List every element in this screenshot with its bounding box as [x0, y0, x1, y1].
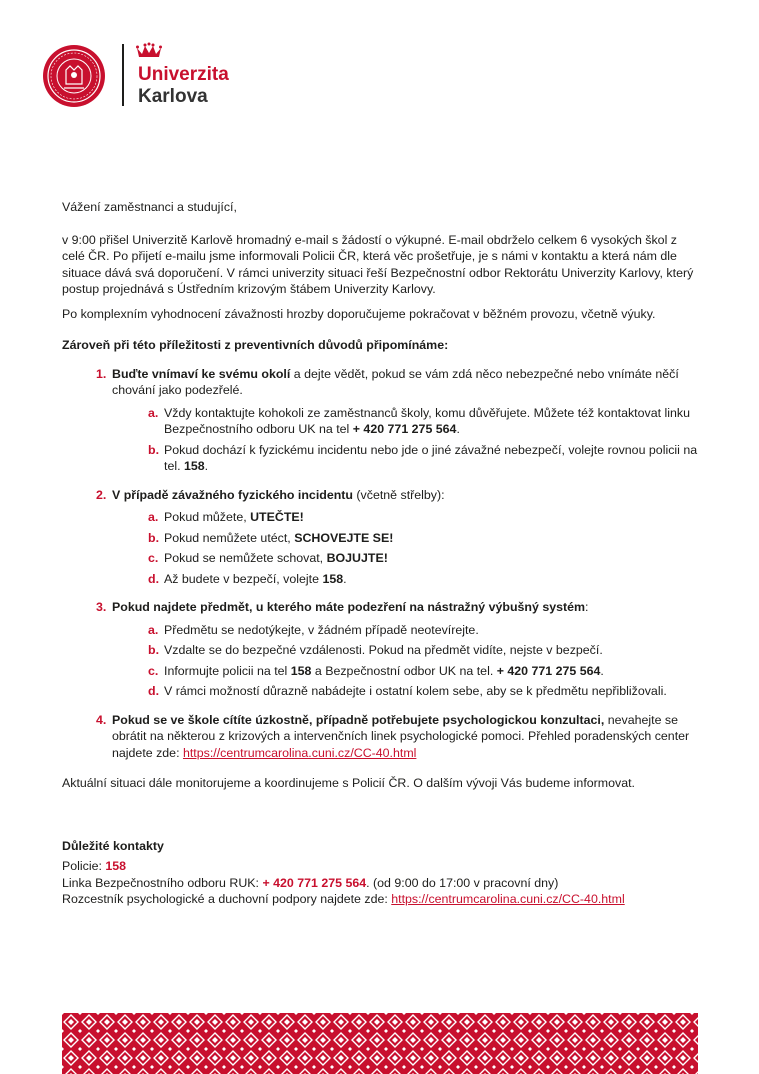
- sub-item: [112, 405, 702, 438]
- contact-police: [62, 858, 702, 875]
- phone-number: + 420 771 275 564: [352, 422, 457, 436]
- sub-text: Až budete v bezpečí, volejte: [164, 571, 323, 586]
- police-label: Policie:: [62, 859, 106, 873]
- police-number: 158: [105, 859, 127, 873]
- sub-text: Vzdalte se do bezpečné vzdálenosti. Pokud na předmět vidíte, nejste v bezpečí.: [164, 643, 603, 657]
- sub-after: .: [343, 571, 347, 586]
- item-text: nevahejte se obrátit na některou z krizových a intervenčních linek psychologické pomoci. Přehled poradenských center najdete zde:: [112, 712, 690, 760]
- phone-number: + 420 771 275 564: [496, 663, 601, 678]
- sub-letter: a.: [148, 622, 159, 637]
- sub-text: V rámci možností důrazně nabádejte i ostatní kolem sebe, aby se k předmětu nepřibližovali.: [164, 684, 667, 698]
- item-text: a dejte vědět, pokud se vám zdá něco nebezpečné nebo vnímáte něčí chování jako podezřelé.: [112, 366, 679, 397]
- item-text: :: [585, 600, 589, 614]
- sub-after: .: [600, 663, 604, 678]
- university-seal-icon: [42, 44, 106, 108]
- intro-paragraph: v 9:00 přišel Univerzitě Karlově hromadný e-mail s žádostí o výkupné. E-mail obdrželo celkem 6 vysokých škol z celé ČR. Po přijetí e-mailu jsme informovali Policii ČR, která věc prošetřuje, je s námi v kontaktu a která nám dle situace dává svá doporučení. V rámci univerzity situaci řeší Bezpečnostní odbor Rektorátu Univerzity Karlovy, který postup projednává s Ústředním krizovým štábem Univerzity Karlovy.: [62, 232, 694, 296]
- logo-line-2: Karlova: [138, 86, 208, 107]
- sub-item: [112, 550, 702, 567]
- item-heading: V případě závažného fyzického incidentu: [112, 487, 353, 502]
- sub-text: Vždy kontaktujte kohokoli ze zaměstnanců školy, komu důvěřujete. Můžete též kontaktovat linku Bezpečnostního odboru UK na tel: [164, 405, 690, 436]
- sub-after: a Bezpečnostní odbor UK na tel.: [311, 663, 497, 678]
- item-heading: Buďte vnímaví ke svému okolí: [112, 366, 291, 381]
- sub-letter: c.: [148, 663, 159, 678]
- item-number: 1.: [96, 366, 107, 381]
- sub-after: .: [204, 459, 209, 473]
- psych-link[interactable]: https://centrumcarolina.cuni.cz/CC-40.html: [391, 892, 625, 906]
- greeting: Vážení zaměstnanci a studující,: [62, 200, 237, 214]
- sub-letter: b.: [148, 530, 160, 545]
- contacts-heading: Důležité kontakty: [62, 838, 164, 853]
- sub-item: [112, 442, 702, 475]
- decorative-pattern: [62, 1013, 698, 1074]
- logo-wordmark: [138, 64, 229, 108]
- sub-list: [112, 622, 702, 700]
- line-label: Linka Bezpečnostního odboru RUK:: [62, 875, 263, 890]
- sub-item: [112, 622, 702, 639]
- sub-item: [112, 642, 702, 659]
- list-item: [62, 366, 702, 475]
- letter-body: [62, 199, 702, 908]
- sub-text: Předmětu se nedotýkejte, v žádném případě neotevírejte.: [164, 622, 479, 637]
- sub-letter: d.: [148, 571, 160, 586]
- item-heading: Pokud se ve škole cítíte úzkostně, případně potřebujete psychologickou konzultaci,: [112, 712, 605, 727]
- item-number: 2.: [96, 487, 107, 502]
- recommendation-paragraph: Po komplexním vyhodnocení závažnosti hrozby doporučujeme pokračovat v běžném provozu, včetně výuky.: [62, 306, 656, 321]
- sub-text: Pokud dochází k fyzickému incidentu nebo jde o jiné závažné nebezpečí, volejte rovnou policii na tel.: [164, 442, 698, 473]
- contact-psych: [62, 891, 702, 908]
- item-heading: Pokud najdete předmět, u kterého máte podezření na nástražný výbušný systém: [112, 600, 586, 614]
- phone-number: 158: [183, 459, 205, 473]
- sub-letter: b.: [148, 643, 160, 657]
- sub-item: [112, 663, 702, 680]
- sub-emphasis: UTEČTE!: [250, 510, 304, 524]
- sub-emphasis: SCHOVEJTE SE!: [294, 530, 394, 545]
- sub-letter: a.: [148, 405, 159, 420]
- sub-text: Pokud nemůžete utéct,: [164, 530, 295, 545]
- logo-line-1: Univerzita: [138, 64, 229, 85]
- sub-text: Pokud můžete,: [164, 510, 251, 524]
- sub-item: [112, 683, 702, 700]
- logo-divider: [122, 44, 124, 106]
- sub-item: [112, 530, 702, 547]
- sub-list: [112, 509, 702, 587]
- item-text: (včetně střelby):: [352, 487, 445, 502]
- closing-paragraph: Aktuální situaci dále monitorujeme a koordinujeme s Policií ČR. O dalším vývoji Vás budeme informovat.: [62, 776, 635, 790]
- line-number: + 420 771 275 564: [262, 875, 367, 890]
- line-hours: . (od 9:00 do 17:00 v pracovní dny): [366, 875, 559, 890]
- sub-letter: a.: [148, 510, 159, 524]
- item-number: 4.: [96, 712, 107, 727]
- item-number: 3.: [96, 600, 107, 614]
- safety-list: [62, 366, 702, 762]
- sub-letter: b.: [148, 442, 160, 457]
- phone-number: 158: [322, 571, 344, 586]
- counseling-link[interactable]: https://centrumcarolina.cuni.cz/CC-40.html: [182, 745, 417, 760]
- phone-number: 158: [290, 663, 312, 678]
- list-item: [62, 487, 702, 588]
- sub-text: Informujte policii na tel: [164, 663, 291, 678]
- sub-letter: c.: [148, 551, 159, 565]
- remind-heading: Zároveň při této příležitosti z preventivních důvodů připomínáme:: [62, 338, 449, 352]
- contact-security-line: [62, 875, 702, 892]
- crown-icon: [136, 42, 162, 58]
- list-item: [62, 712, 702, 762]
- sub-list: [112, 405, 702, 475]
- sub-text: Pokud se nemůžete schovat,: [164, 551, 327, 565]
- sub-after: .: [456, 422, 460, 436]
- university-logo: [42, 42, 242, 110]
- sub-emphasis: BOJUJTE!: [326, 551, 388, 565]
- sub-letter: d.: [148, 684, 160, 698]
- psych-label: Rozcestník psychologické a duchovní podpory najdete zde:: [62, 892, 392, 906]
- sub-item: [112, 509, 702, 526]
- sub-item: [112, 571, 702, 588]
- list-item: [62, 599, 702, 700]
